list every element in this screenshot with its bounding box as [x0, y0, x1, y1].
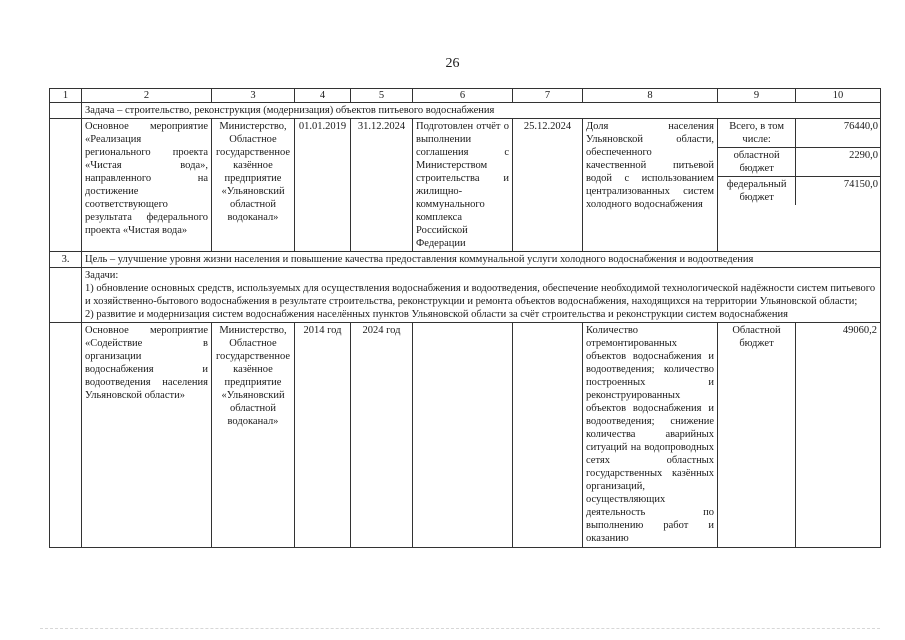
tasks-title: Задачи:	[85, 270, 119, 281]
executor: Министерство, Областное государственное казённое предприятие «Ульяновский областной водоканал»	[212, 119, 295, 252]
tasks-row	[50, 268, 881, 323]
header-cell: 4	[295, 89, 351, 103]
tasks-block	[82, 268, 881, 323]
funding-row	[718, 177, 880, 206]
empty-cell	[50, 119, 82, 252]
header-cell: 8	[583, 89, 718, 103]
empty-cell	[513, 323, 583, 548]
funding-source: федеральный бюджет	[718, 177, 796, 206]
funding-amount: 76440,0	[796, 119, 880, 148]
page-number: 26	[445, 56, 460, 71]
header-cell: 10	[796, 89, 881, 103]
header-cell: 1	[50, 89, 82, 103]
activity-row-regional-project	[50, 119, 881, 252]
task-item: 1) обновление основных средств, используемых для осуществления водоснабжения и водоотведения, обеспечение необходимой технологической надёжности систем питьевого и хозяйственно-бытового водоснабжения в результате строительства, реконструкции и ремонта объектов водоснабжения, находящихся на территории Ульяновской области;	[85, 283, 876, 307]
empty-cell	[50, 268, 82, 323]
activity-name: Основное мероприятие «Содействие в организации водоснабжения и водоотведения населения Ульяновской области»	[82, 323, 212, 548]
header-cell: 7	[513, 89, 583, 103]
empty-cell	[50, 323, 82, 548]
executor: Министерство, Областное государственное казённое предприятие «Ульяновский областной водоканал»	[212, 323, 295, 548]
funding-amount: 49060,2	[796, 323, 881, 548]
funding-row	[718, 148, 880, 177]
end-date: 31.12.2024	[351, 119, 413, 252]
header-cell: 5	[351, 89, 413, 103]
start-date: 2014 год	[295, 323, 351, 548]
end-date: 2024 год	[351, 323, 413, 548]
expected-result: Подготовлен отчёт о выполнении соглашения с Министерством строительства и жилищно-коммунального комплекса Российской Федерации	[413, 119, 513, 252]
funding-source: Всего, в том числе:	[718, 119, 796, 148]
scan-artifact-line	[40, 628, 880, 629]
target-indicator: Доля населения Ульяновской области, обеспеченного качественной питьевой водой с использованием централизованных систем холодного водоснабжения	[583, 119, 718, 252]
task-title: Задача – строительство, реконструкция (модернизация) объектов питьевого водоснабжения	[82, 103, 881, 119]
program-table	[49, 88, 881, 548]
start-date: 01.01.2019	[295, 119, 351, 252]
header-cell: 9	[718, 89, 796, 103]
header-cell: 2	[82, 89, 212, 103]
funding-table	[718, 119, 880, 205]
empty-cell	[413, 323, 513, 548]
header-row	[50, 89, 881, 103]
goal-row	[50, 252, 881, 268]
funding-amount: 74150,0	[843, 179, 878, 190]
task-item: 2) развитие и модернизация систем водоснабжения населённых пунктов Ульяновской области за счёт строительства и реконструкции систем водоснабжения	[85, 309, 788, 320]
empty-cell	[50, 103, 82, 119]
funding-cell	[718, 119, 881, 252]
funding-source: Областной бюджет	[718, 323, 796, 548]
activity-row-water-supply	[50, 323, 881, 548]
activity-name: Основное мероприятие «Реализация регионального проекта «Чистая вода», направленного на достижение соответствующего результата федерального проекта «Чистая вода»	[82, 119, 212, 252]
funding-row	[718, 119, 880, 148]
header-cell: 6	[413, 89, 513, 103]
funding-amount: 2290,0	[796, 148, 880, 177]
goal-text: Цель – улучшение уровня жизни населения и повышение качества предоставления коммунальной услуги холодного водоснабжения и водоотведения	[82, 252, 881, 268]
task-row	[50, 103, 881, 119]
control-date: 25.12.2024	[513, 119, 583, 252]
goal-number: 3.	[50, 252, 82, 268]
funding-source: областной бюджет	[718, 148, 796, 177]
target-indicator: Количество отремонтированных объектов водоснабжения и водоотведения; количество построенных и реконструированных объектов водоснабжения и водоотведения; снижение количества аварийных ситуаций на водопроводных сетях областных государственных казённых организаций, осуществляющих деятельность по выполнению работ и оказанию	[583, 323, 718, 548]
header-cell: 3	[212, 89, 295, 103]
